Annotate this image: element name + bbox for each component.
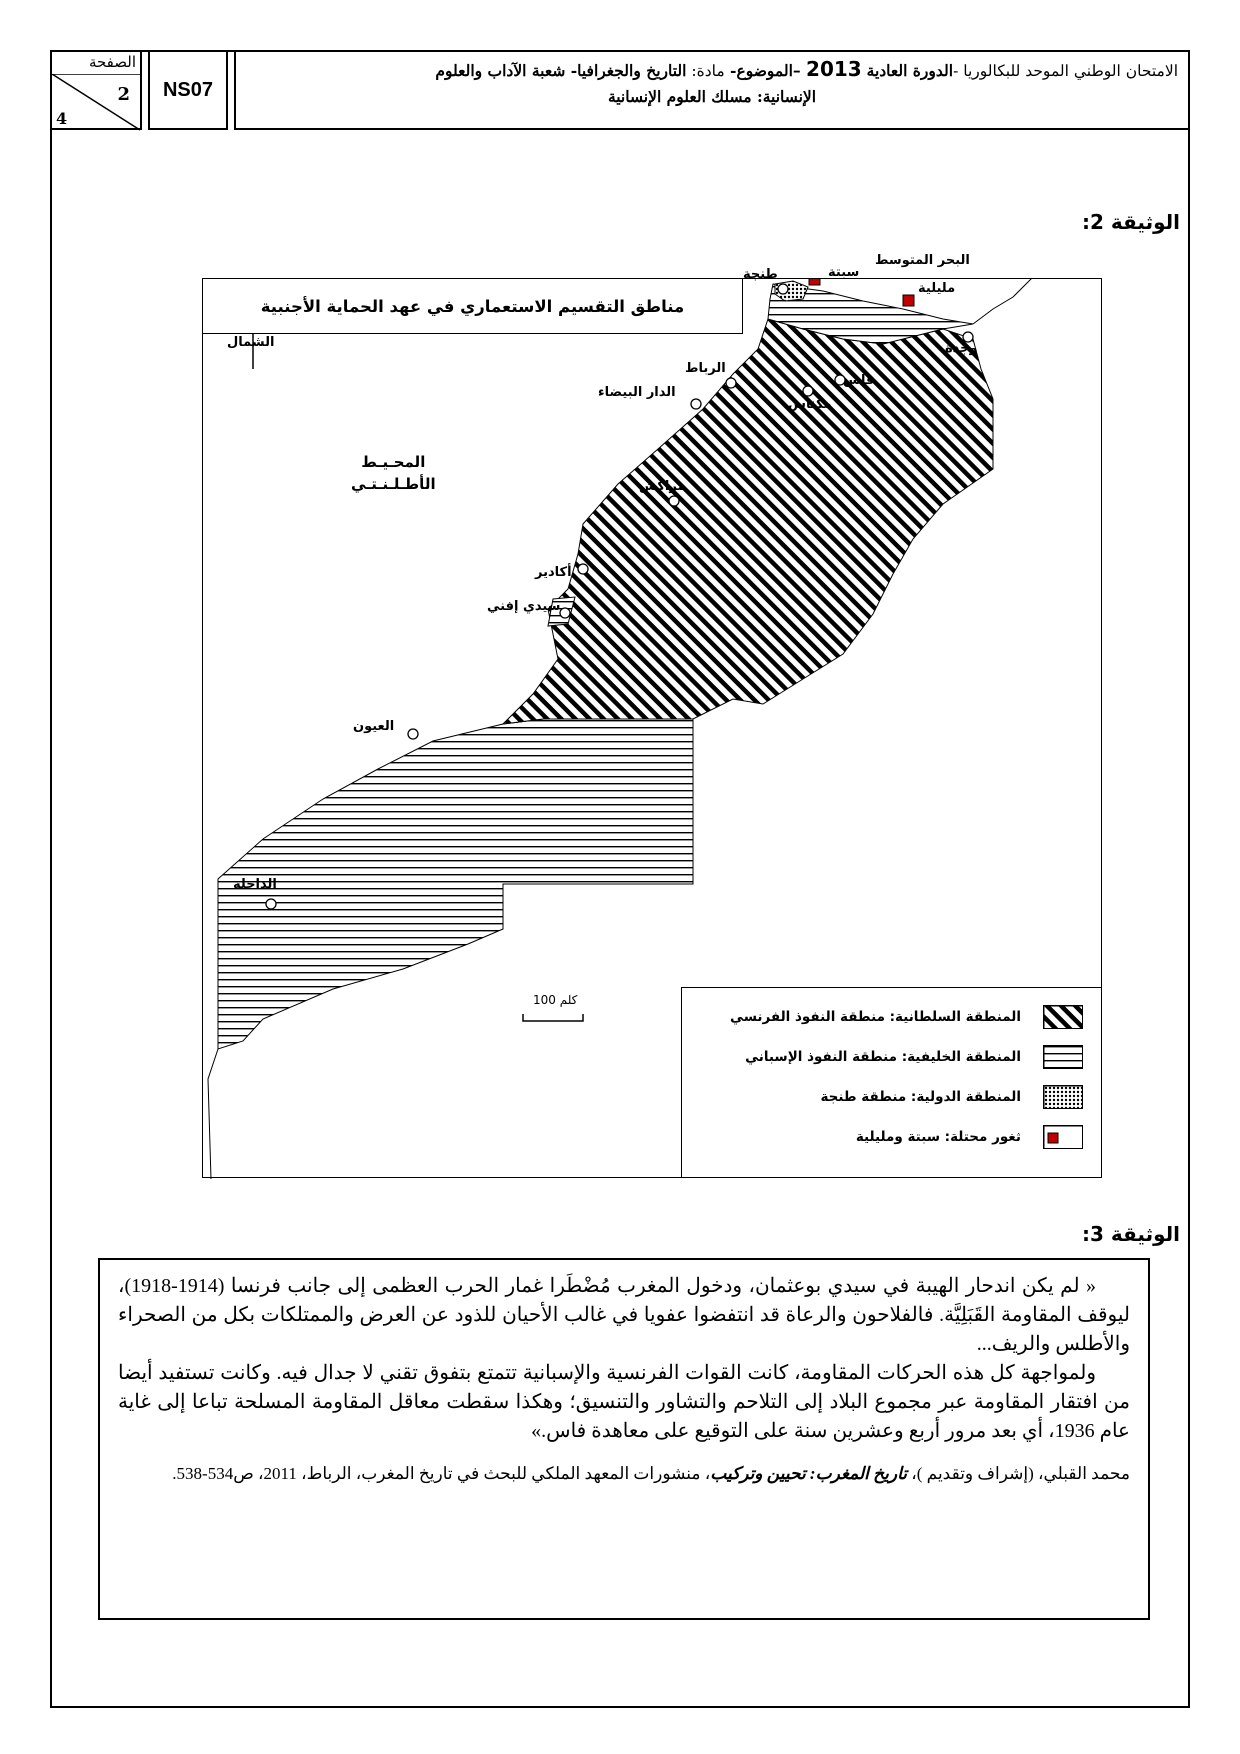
scale-bar	[523, 1014, 583, 1021]
legend-label-tangier: المنطقة الدولية: منطقة طنجة	[820, 1089, 1021, 1105]
laayoune-marker	[408, 729, 418, 739]
legend-item-french	[730, 1004, 1083, 1030]
sea-label: البحر المتوسط	[875, 253, 970, 268]
legend-swatch-red-square	[1043, 1125, 1083, 1149]
legend-item-spanish	[745, 1044, 1083, 1070]
casablanca-marker	[691, 399, 701, 409]
quote-source	[118, 1460, 1130, 1487]
title-year: 2013	[806, 57, 862, 81]
legend-swatch-dotted	[1043, 1085, 1083, 1109]
page-total: 4	[56, 109, 68, 128]
map-legend	[681, 987, 1101, 1177]
exam-header	[50, 50, 1190, 130]
quote-paragraph-2: ولمواجهة كل هذه الحركات المقاومة، كانت القوات الفرنسية والإسبانية تتمتع بتفوق تقني لا جدال فيه. وكانت تستفيد أيضا من افتقار المقاومة عبر مجموع البلاد إلى التلاحم والتشاور والتنسيق؛ وهكذا سقطت معاقل المقاومة المسلحة تباعا إلى غاية عام 1936، أي بعد مرور أربع وعشرين سنة على التوقيع على معاهدة فاس.»	[118, 1362, 1130, 1442]
page-number: 2	[117, 84, 130, 105]
meknes-label: مكناس	[788, 397, 832, 412]
page-indicator	[50, 50, 142, 130]
spanish-sahara-zone	[218, 719, 693, 1049]
document-3-text	[98, 1258, 1150, 1620]
exam-title	[234, 50, 1190, 130]
sidi-ifni-marker	[560, 608, 570, 618]
quote-paragraph-1: « لم يكن اندحار الهيبة في سيدي بوعثمان، ودخول المغرب مُضْطَرا غمار الحرب العظمى إلى جانب فرنسا (1914-1918)، ليوقف المقاومة القَبَلِيَّة. فالفلاحون والرعاة قد انتفضوا عفويا في غالب الأحيان للذود عن العرض والممتلكات بكل من الصحراء والأطلس والريف...	[118, 1275, 1130, 1355]
sidi-ifni-label: سيدي إفني	[487, 599, 561, 614]
ceuta-marker	[809, 279, 820, 285]
exam-code: NS07	[148, 50, 228, 130]
southern-coast	[208, 1049, 218, 1179]
mediterranean-coast	[973, 279, 1033, 324]
ocean-label-2: الأطـلـنـتـي	[351, 475, 436, 493]
melilla-marker	[903, 295, 914, 306]
legend-label-french: المنطقة السلطانية: منطقة النفوذ الفرنسي	[730, 1009, 1021, 1025]
tangier-label: طنجة	[743, 267, 778, 282]
title-subject: التاريخ والجغرافيا- شعبة الآداب والعلوم	[435, 61, 687, 80]
marrakech-marker	[669, 496, 679, 506]
document-2-label: الوثيقة 2:	[1082, 210, 1180, 234]
legend-label-occupied: ثغور محتلة: سبتة ومليلية	[855, 1129, 1021, 1145]
tangier-marker	[778, 284, 788, 294]
title-part-a: الامتحان الوطني الموحد للبكالوريا -	[953, 62, 1178, 80]
legend-item-tangier	[820, 1084, 1083, 1110]
meknes-marker	[803, 386, 813, 396]
scale-label: 100 كلم	[533, 993, 578, 1007]
rabat-marker	[726, 378, 736, 388]
legend-item-occupied	[856, 1124, 1083, 1150]
legend-label-spanish: المنطقة الخليفية: منطقة النفوذ الإسباني	[745, 1049, 1021, 1065]
ceuta-label: سبتة	[828, 265, 860, 280]
melilla-label: مليلية	[918, 281, 956, 296]
laayoune-label: العيون	[353, 719, 395, 734]
page-label: الصفحة	[88, 53, 136, 71]
ocean-label-1: المحـيـط	[361, 453, 426, 471]
rabat-label: الرباط	[685, 361, 726, 376]
title-line-2: الإنسانية: مسلك العلوم الإنسانية	[607, 87, 817, 106]
dakhla-marker	[266, 899, 276, 909]
title-session: الدورة العادية	[866, 61, 954, 80]
casablanca-label: الدار البيضاء	[598, 385, 676, 400]
source-author: محمد القبلي، (إشراف وتقديم )،	[911, 1464, 1130, 1483]
legend-swatch-diagonal	[1043, 1005, 1083, 1029]
ocean-label	[351, 451, 436, 495]
title-subject-tag: –الموضوع-	[724, 61, 807, 80]
french-zone	[503, 319, 993, 724]
oujda-label: وجدة	[945, 341, 978, 356]
agadir-label: أكادير	[535, 565, 572, 580]
title-subject-label: مادة:	[686, 62, 725, 80]
map-title: مناطق التقسيم الاستعماري في عهد الحماية الأجنبية	[203, 279, 743, 334]
marrakech-label: مراكش	[639, 479, 686, 494]
agadir-marker	[578, 564, 588, 574]
colonial-map	[202, 253, 1102, 1178]
source-title: تاريخ المغرب: تحيين وتركيب	[710, 1464, 907, 1483]
legend-swatch-horizontal	[1043, 1045, 1083, 1069]
document-3-label: الوثيقة 3:	[1082, 1222, 1180, 1246]
north-label: الشمال	[227, 335, 275, 350]
dakhla-label: الداخلة	[233, 877, 277, 892]
fes-label: فاس	[843, 373, 875, 388]
source-publisher: ، منشورات المعهد الملكي للبحث في تاريخ المغرب، الرباط، 2011، ص534-538.	[172, 1464, 711, 1483]
